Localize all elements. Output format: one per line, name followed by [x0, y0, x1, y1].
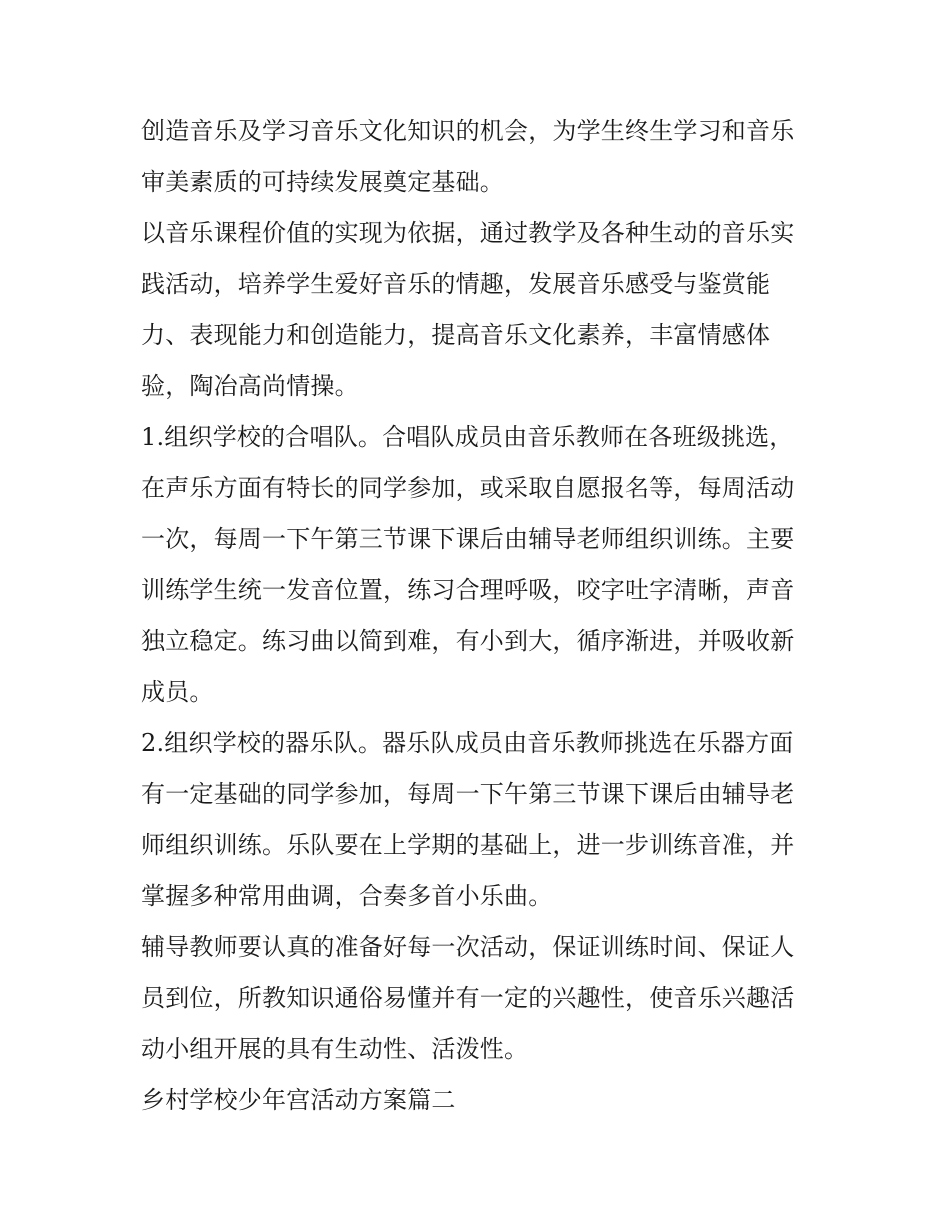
document-body — [141, 106, 821, 1126]
text-line: 训练学生统一发音位置，练习合理呼吸，咬字吐字清晰，声音 — [141, 576, 795, 604]
text-line: 2.组织学校的器乐队。器乐队成员由音乐教师挑选在乐器方面 — [141, 729, 794, 757]
text-line: 在声乐方面有特长的同学参加，或采取自愿报名等，每周活动 — [141, 474, 795, 502]
text-line: 力、表现能力和创造能力，提高音乐文化素养，丰富情感体 — [141, 321, 771, 349]
text-line: 创造音乐及学习音乐文化知识的机会，为学生终生学习和音乐 — [141, 117, 795, 145]
text-line: 动小组开展的具有生动性、活泼性。 — [141, 1035, 529, 1063]
text-line: 践活动，培养学生爱好音乐的情趣，发展音乐感受与鉴赏能 — [141, 270, 771, 298]
text-line: 一次，每周一下午第三节课下课后由辅导老师组织训练。主要 — [141, 525, 795, 553]
text-line: 成员。 — [141, 678, 214, 706]
text-line: 掌握多种常用曲调，合奏多首小乐曲。 — [141, 882, 553, 910]
text-line: 辅导教师要认真的准备好每一次活动，保证训练时间、保证人 — [141, 933, 795, 961]
section-heading: 乡村学校少年宫活动方案篇二 — [141, 1086, 456, 1114]
text-line: 验，陶冶高尚情操。 — [141, 372, 359, 400]
text-line: 师组织训练。乐队要在上学期的基础上，进一步训练音准，并 — [141, 831, 795, 859]
text-line: 独立稳定。练习曲以简到难，有小到大，循序渐进，并吸收新 — [141, 627, 795, 655]
text-line: 以音乐课程价值的实现为依据，通过教学及各种生动的音乐实 — [141, 219, 795, 247]
text-line: 员到位，所教知识通俗易懂并有一定的兴趣性，使音乐兴趣活 — [141, 984, 795, 1012]
text-line: 有一定基础的同学参加，每周一下午第三节课下课后由辅导老 — [141, 780, 795, 808]
text-line: 审美素质的可持续发展奠定基础。 — [141, 168, 504, 196]
text-line: 1.组织学校的合唱队。合唱队成员由音乐教师在各班级挑选， — [141, 423, 794, 451]
